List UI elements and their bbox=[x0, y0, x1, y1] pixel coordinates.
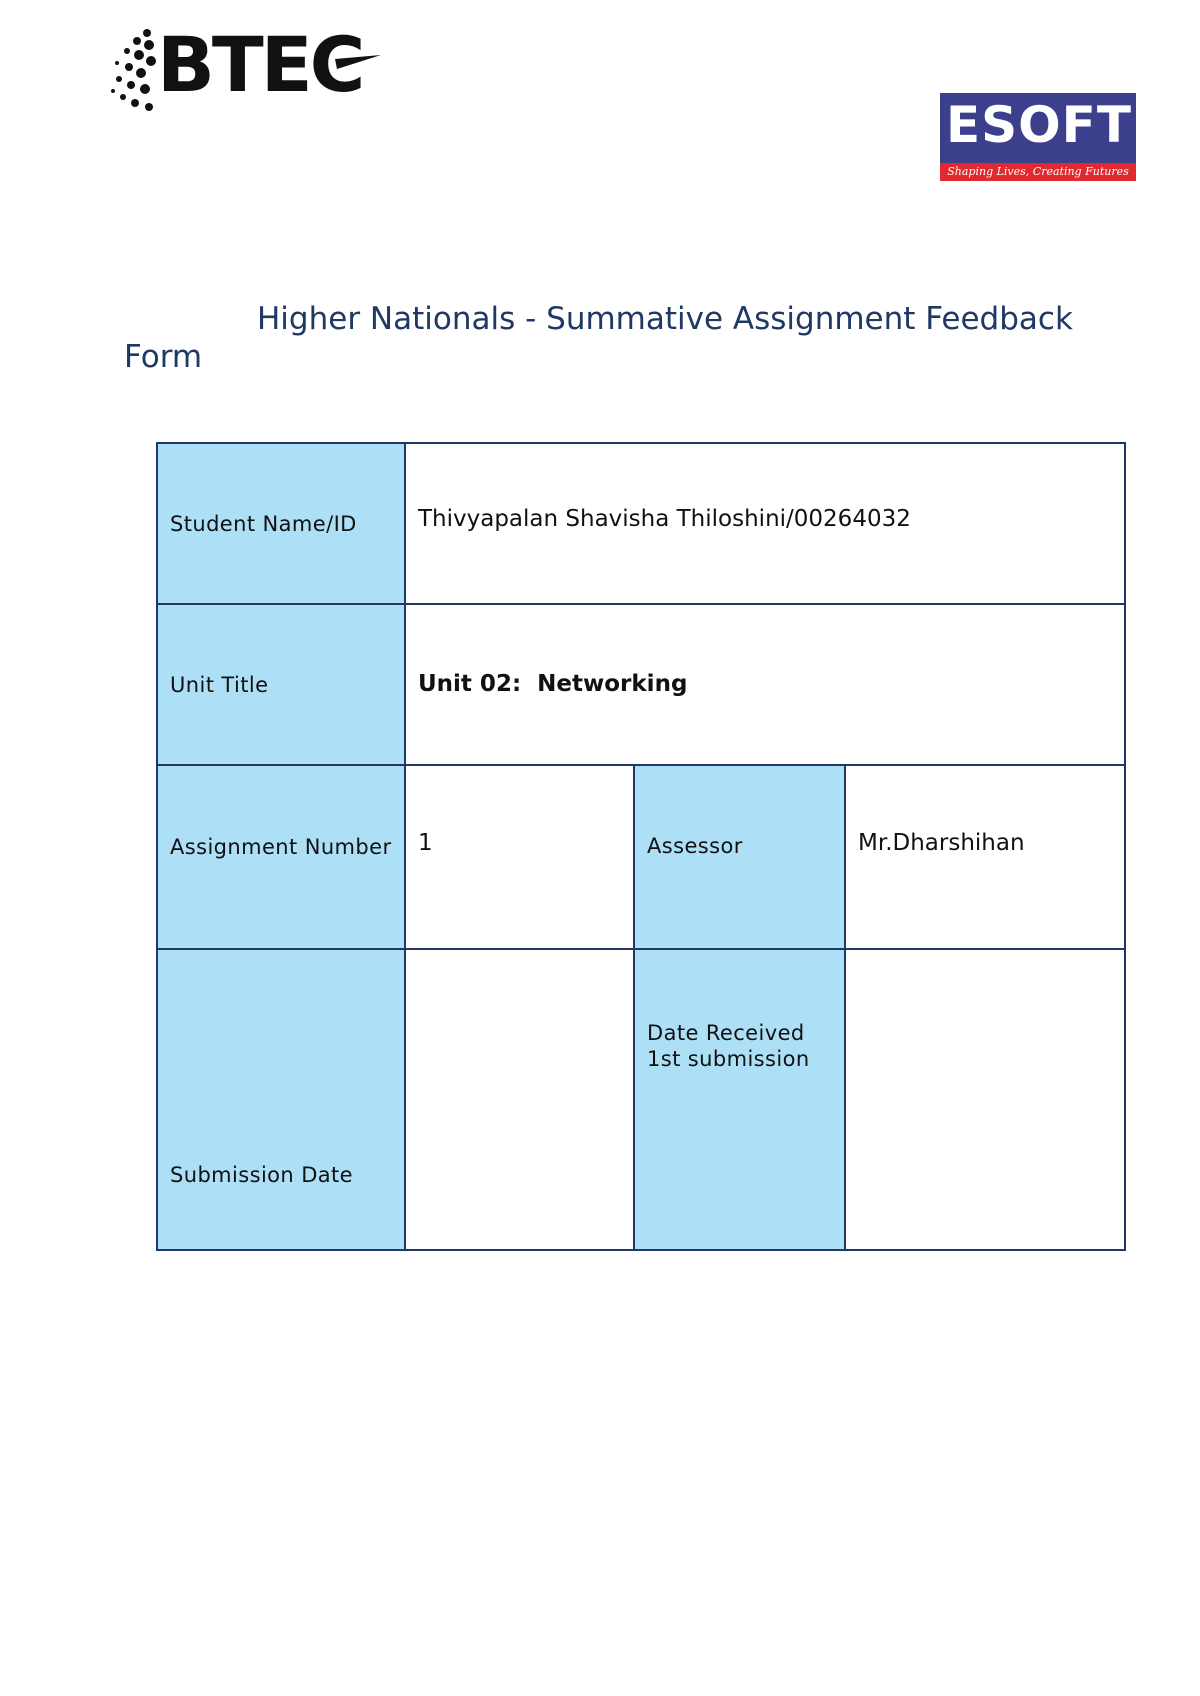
table-row bbox=[157, 443, 1125, 604]
page-title: Higher Nationals - Summative Assignment Feedback Form bbox=[124, 301, 1073, 375]
unit-title-value: Unit 02: Networking bbox=[405, 604, 1125, 765]
esoft-logo-text: ESOFT bbox=[946, 96, 1132, 154]
student-name-value: Thivyapalan Shavisha Thiloshini/00264032 bbox=[405, 443, 1125, 604]
submission-date-label: Submission Date bbox=[157, 949, 405, 1250]
date-received-value[interactable] bbox=[845, 949, 1125, 1250]
assessor-value: Mr.Dharshihan bbox=[845, 765, 1125, 949]
btec-logo-text: BTEC bbox=[157, 20, 363, 109]
unit-title-label: Unit Title bbox=[157, 604, 405, 765]
student-name-label: Student Name/ID bbox=[157, 443, 405, 604]
table-row bbox=[157, 604, 1125, 765]
table-row bbox=[157, 949, 1125, 1250]
assessor-label: Assessor bbox=[634, 765, 845, 949]
esoft-logo bbox=[940, 93, 1136, 181]
table-row bbox=[157, 765, 1125, 949]
assignment-number-label: Assignment Number bbox=[157, 765, 405, 949]
esoft-tagline: Shaping Lives, Creating Futures bbox=[940, 163, 1136, 181]
assignment-number-value: 1 bbox=[405, 765, 634, 949]
feedback-form-table bbox=[156, 442, 1126, 1251]
date-received-label: Date Received 1st submission bbox=[634, 949, 845, 1250]
btec-logo bbox=[105, 20, 385, 120]
submission-date-value[interactable] bbox=[405, 949, 634, 1250]
